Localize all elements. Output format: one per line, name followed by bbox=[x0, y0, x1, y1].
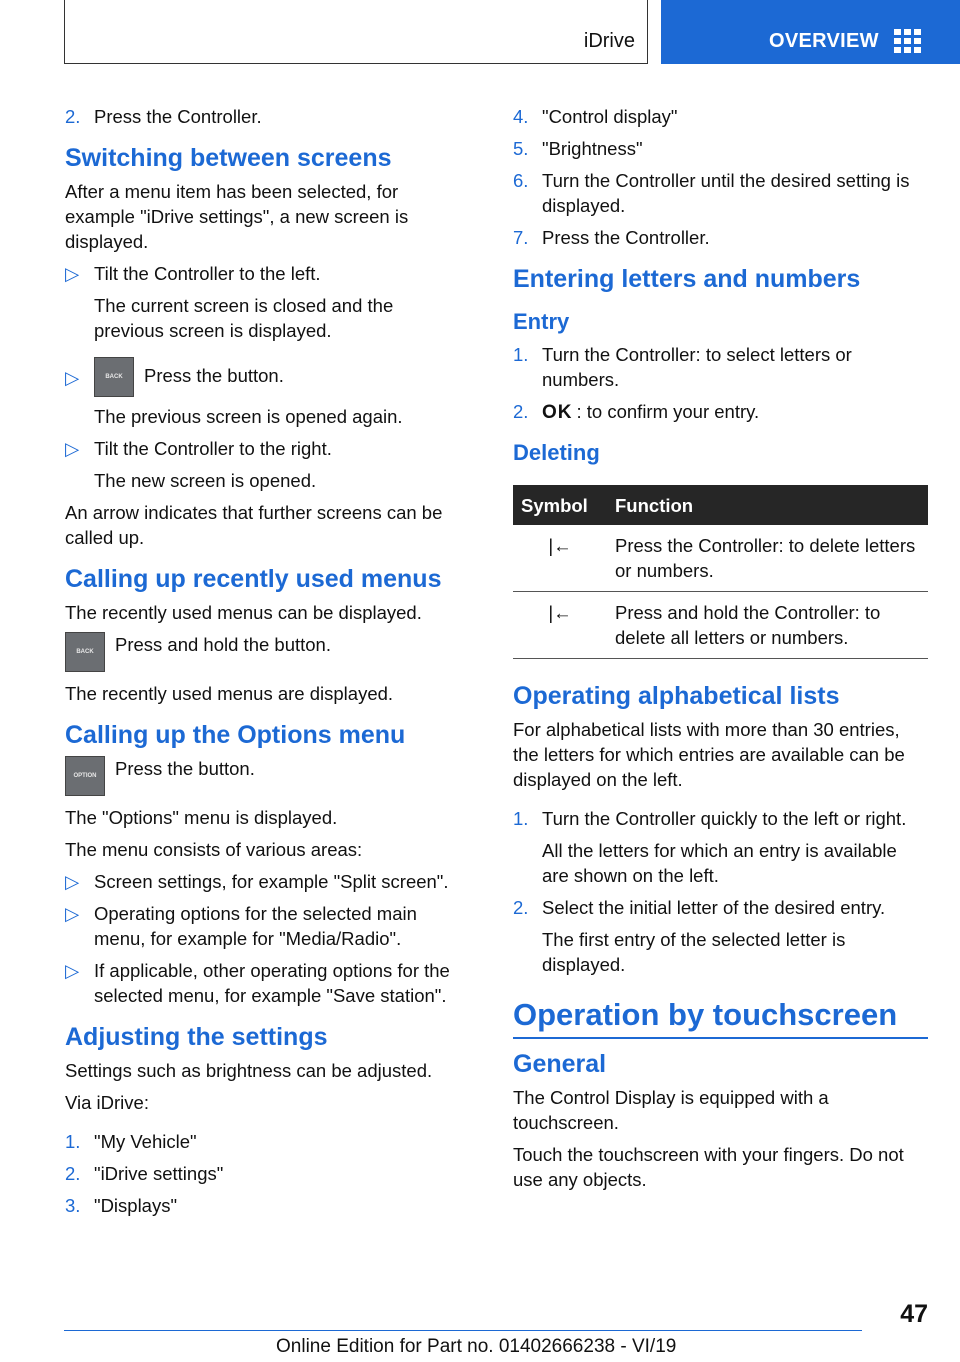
paragraph: The recently used menus can be displayed. bbox=[65, 602, 422, 623]
step-number: 2. bbox=[513, 401, 529, 422]
step-text: : to confirm your entry. bbox=[576, 401, 760, 422]
list-item bbox=[513, 104, 928, 129]
list-item bbox=[65, 104, 465, 129]
step-text: Press the Controller. bbox=[542, 227, 710, 248]
triangle-bullet-icon: ▷ bbox=[65, 263, 80, 284]
item-text: Screen settings, for example "Split screen". bbox=[94, 871, 449, 892]
triangle-bullet-icon: ▷ bbox=[65, 438, 80, 459]
button-instruction-text: Press the button. bbox=[115, 758, 255, 779]
list-item bbox=[513, 399, 928, 425]
step-text: "My Vehicle" bbox=[94, 1131, 197, 1152]
item-text: Operating options for the selected main menu, for example for "Media/Radio". bbox=[94, 903, 417, 949]
paragraph: The Control Display is equipped with a touchscreen. bbox=[513, 1087, 829, 1133]
step-number: 1. bbox=[513, 344, 529, 365]
paragraph: Via iDrive: bbox=[65, 1092, 149, 1113]
heading-recent-menus: Calling up recently used menus bbox=[65, 565, 442, 593]
step-text: Turn the Controller quickly to the left or right. bbox=[542, 808, 907, 829]
list-item bbox=[513, 225, 928, 250]
step-text: "Control display" bbox=[542, 106, 678, 127]
triangle-bullet-icon: ▷ bbox=[65, 960, 80, 981]
header-chapter-tab[interactable] bbox=[661, 0, 960, 64]
list-item bbox=[65, 1161, 465, 1186]
list-item bbox=[65, 261, 465, 343]
step-text: Turn the Controller: to select letters or numbers. bbox=[542, 344, 852, 390]
footer-divider bbox=[64, 1330, 862, 1331]
heading-adjusting-settings: Adjusting the settings bbox=[65, 1023, 328, 1051]
paragraph: An arrow indicates that further screens can be called up. bbox=[65, 502, 443, 548]
step-text: Press the Controller. bbox=[94, 106, 262, 127]
item-subtext: The new screen is opened. bbox=[94, 470, 317, 491]
list-item bbox=[65, 869, 465, 894]
step-number: 2. bbox=[65, 106, 81, 127]
step-number: 2. bbox=[513, 897, 529, 918]
table-header-row bbox=[513, 485, 928, 525]
page-number: 47 bbox=[900, 1300, 928, 1328]
triangle-bullet-icon: ▷ bbox=[65, 367, 80, 388]
step-number: 2. bbox=[65, 1163, 81, 1184]
delete-icon: |← bbox=[513, 592, 607, 659]
back-button-icon: BACK bbox=[65, 632, 105, 672]
step-subtext: The first entry of the selected letter is displayed. bbox=[542, 929, 846, 975]
list-item bbox=[65, 1129, 465, 1154]
item-subtext: The previous screen is opened again. bbox=[94, 406, 403, 427]
step-number: 6. bbox=[513, 170, 529, 191]
footer-edition: Online Edition for Part no. 01402666238 - VI/19 bbox=[276, 1336, 677, 1357]
list-item bbox=[513, 136, 928, 161]
table-cell: Press the Controller: to delete letters or numbers. bbox=[607, 525, 928, 592]
triangle-bullet-icon: ▷ bbox=[65, 871, 80, 892]
item-subtext: The current screen is closed and the previous screen is displayed. bbox=[94, 295, 394, 341]
table-header-cell: Function bbox=[607, 485, 928, 525]
paragraph: The recently used menus are displayed. bbox=[65, 683, 394, 704]
list-item bbox=[65, 958, 465, 1008]
item-text: Press the button. bbox=[144, 364, 284, 386]
button-instruction bbox=[65, 756, 465, 796]
item-text: Tilt the Controller to the left. bbox=[94, 263, 321, 284]
left-column bbox=[65, 104, 465, 1225]
button-instruction bbox=[65, 632, 465, 672]
item-text: Tilt the Controller to the right. bbox=[94, 438, 332, 459]
heading-switching-screens: Switching between screens bbox=[65, 144, 392, 172]
item-text: If applicable, other operating options for the selected menu, for example "Save station". bbox=[94, 960, 450, 1006]
triangle-bullet-icon: ▷ bbox=[65, 903, 80, 924]
heading-entering-letters: Entering letters and numbers bbox=[513, 265, 861, 293]
list-item bbox=[65, 436, 465, 493]
step-number: 7. bbox=[513, 227, 529, 248]
list-item bbox=[513, 342, 928, 392]
step-text: "Displays" bbox=[94, 1195, 178, 1216]
step-number: 5. bbox=[513, 138, 529, 159]
paragraph: The menu consists of various areas: bbox=[65, 839, 363, 860]
grid-menu-icon[interactable] bbox=[894, 29, 922, 53]
list-item bbox=[65, 1193, 465, 1218]
paragraph: For alphabetical lists with more than 30 entries, the letters for which entries are available can be displayed on the left. bbox=[513, 719, 905, 790]
list-item bbox=[513, 168, 928, 218]
heading-alphabetical-lists: Operating alphabetical lists bbox=[513, 682, 840, 710]
right-column bbox=[513, 104, 928, 1199]
heading-entry: Entry bbox=[513, 309, 570, 334]
paragraph: The "Options" menu is displayed. bbox=[65, 807, 338, 828]
table-cell: Press and hold the Controller: to delete all letters or numbers. bbox=[607, 592, 928, 659]
step-text: "Brightness" bbox=[542, 138, 643, 159]
paragraph: After a menu item has been selected, for example "iDrive settings", a new screen is displayed. bbox=[65, 181, 409, 252]
list-item bbox=[513, 895, 928, 977]
paragraph: Settings such as brightness can be adjusted. bbox=[65, 1060, 433, 1081]
header-section-title: iDrive bbox=[583, 30, 635, 52]
header-chapter-title: OVERVIEW bbox=[769, 30, 879, 52]
step-text: "iDrive settings" bbox=[94, 1163, 224, 1184]
heading-touchscreen: Operation by touchscreen bbox=[513, 995, 928, 1039]
back-button-icon: BACK bbox=[94, 357, 134, 397]
step-text: Select the initial letter of the desired entry. bbox=[542, 897, 886, 918]
list-item bbox=[65, 901, 465, 951]
table-header-cell: Symbol bbox=[513, 485, 607, 525]
list-item bbox=[513, 806, 928, 888]
delete-icon: |← bbox=[513, 525, 607, 592]
button-instruction-text: Press and hold the button. bbox=[115, 634, 331, 655]
header-section-box bbox=[64, 0, 648, 64]
paragraph: Touch the touchscreen with your fingers. Do not use any objects. bbox=[513, 1144, 904, 1190]
heading-general: General bbox=[513, 1050, 607, 1078]
table-row bbox=[513, 592, 928, 659]
step-number: 1. bbox=[513, 808, 529, 829]
heading-options-menu: Calling up the Options menu bbox=[65, 721, 406, 749]
step-subtext: All the letters for which an entry is available are shown on the left. bbox=[542, 840, 897, 886]
heading-deleting: Deleting bbox=[513, 440, 600, 465]
table-row bbox=[513, 525, 928, 592]
step-text: Turn the Controller until the desired setting is displayed. bbox=[542, 170, 910, 216]
step-number: 3. bbox=[65, 1195, 81, 1216]
ok-icon: OK bbox=[542, 402, 573, 423]
option-button-icon: OPTION bbox=[65, 756, 105, 796]
step-number: 4. bbox=[513, 106, 529, 127]
list-item bbox=[65, 357, 465, 429]
step-number: 1. bbox=[65, 1131, 81, 1152]
delete-symbol-table bbox=[513, 485, 928, 659]
